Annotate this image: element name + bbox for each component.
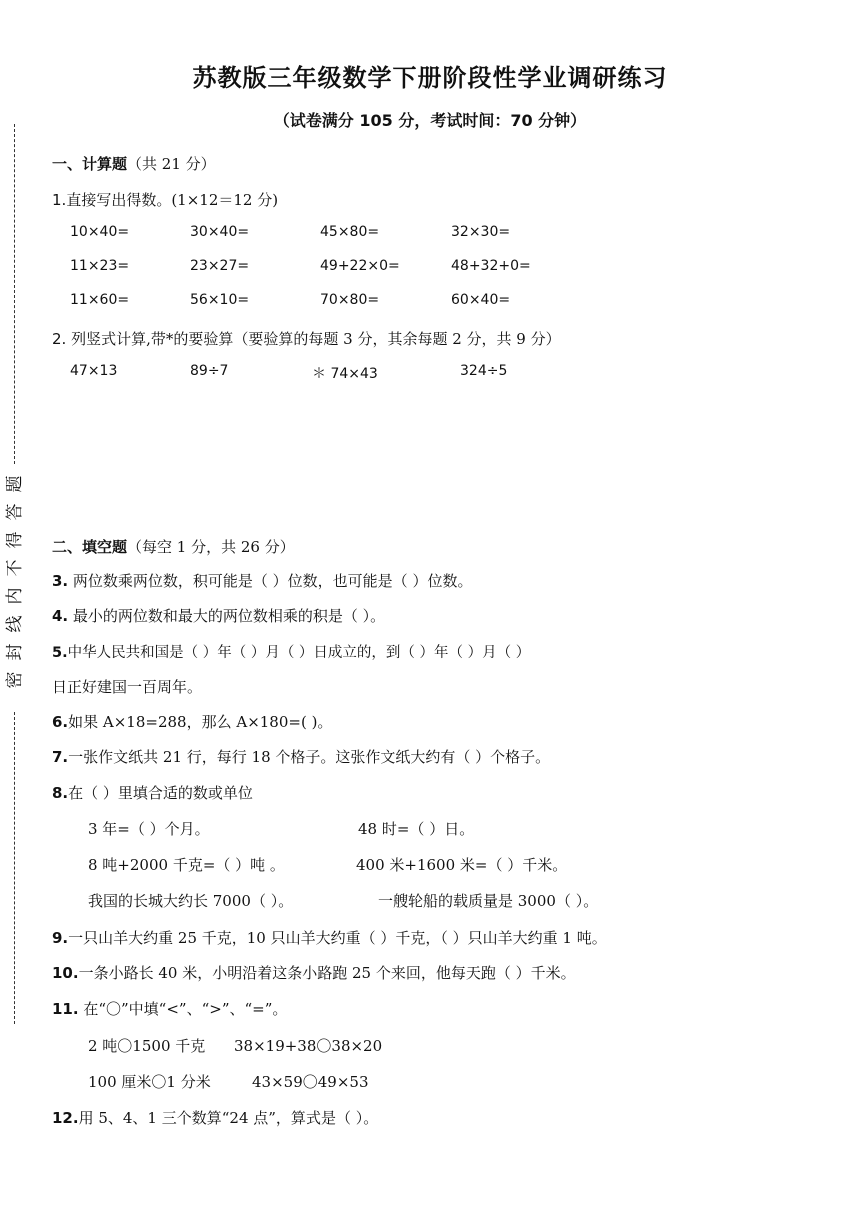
question-text: 列竖式计算,带*的要验算（要验算的每题 3 分，其余每题 2 分，共 9 分） [71,330,561,348]
compare-item: 100 厘米〇1 分米 [88,1073,211,1091]
section-heading-fill-in [52,536,295,557]
question-number: 11. [52,1000,79,1018]
question-5-continued [52,676,202,697]
calc-item: 11×23= [70,258,130,274]
margin-char: 不 [5,559,25,577]
section-heading-calculation [52,153,216,174]
binding-line-bottom [14,712,15,1024]
unit-item: 400 米+1600 米=（ ）千米。 [356,856,568,874]
margin-char: 题 [5,475,25,493]
binding-margin-text [6,470,24,694]
question-text: 中华人民共和国是（ ）年（ ）月（ ）日成立的，到（ ）年（ ）月（ ） [67,645,531,661]
vertical-calc-item: 89÷7 [190,363,229,379]
binding-line-top [14,124,15,464]
margin-char: 封 [5,643,25,661]
calc-item: 23×27= [190,258,250,274]
question-7 [52,746,550,767]
section-note: （每空 1 分，共 26 分） [127,538,295,556]
question-number: 10. [52,964,79,982]
question-text: 两位数乘两位数，积可能是（ ）位数，也可能是（ ）位数。 [68,572,473,590]
question-number: 4. [52,607,69,625]
calc-item: 10×40= [70,224,130,240]
margin-char: 得 [5,531,25,549]
question-number: 7. [52,748,69,766]
compare-item: 2 吨〇1500 千克 [88,1037,206,1055]
margin-char: 密 [5,671,25,689]
calc-item: 30×40= [190,224,250,240]
calc-item: 11×60= [70,292,130,308]
calc-item: 70×80= [320,292,380,308]
question-10 [52,962,576,983]
question-text: 在（ ）里填合适的数或单位 [68,784,253,802]
question-2 [52,328,561,349]
page-subtitle: （试卷满分 105 分，考试时间：70 分钟） [273,111,587,130]
question-4 [52,605,385,626]
question-number: 6. [52,713,69,731]
calc-item: 45×80= [320,224,380,240]
question-text: 一条小路长 40 米，小明沿着这条小路跑 25 个来回，他每天跑（ ）千米。 [78,964,576,982]
calc-item: 56×10= [190,292,250,308]
question-3 [52,570,472,591]
question-number: 5. [52,645,68,661]
question-number: 2. [52,330,67,348]
compare-item: 38×19+38〇38×20 [234,1037,383,1055]
vertical-calc-item: ＊ 74×43 [312,366,378,382]
calc-item: 48+32+0= [451,258,531,274]
question-text: 日正好建国一百周年。 [52,678,203,696]
margin-char: 答 [5,503,25,521]
question-11 [52,998,287,1019]
question-6 [52,711,332,732]
question-number: 1. [52,191,67,209]
margin-char: 内 [5,587,25,605]
question-text: 最小的两位数和最大的两位数相乘的积是（ ）。 [68,607,386,625]
vertical-calc-item: 324÷5 [460,363,508,379]
question-9 [52,927,607,948]
unit-item: 3 年=（ ）个月。 [88,820,210,838]
question-number: 8. [52,784,69,802]
question-number: 3. [52,572,69,590]
question-number: 9. [52,929,69,947]
question-number: 12. [52,1109,79,1127]
unit-item: 我国的长城大约长 7000（ ）。 [88,892,294,910]
question-5 [52,641,530,662]
question-text: 一张作文纸共 21 行，每行 18 个格子。这张作文纸大约有（ ）个格子。 [68,748,551,766]
question-12 [52,1107,378,1128]
page-title: 苏教版三年级数学下册阶段性学业调研练习 [192,64,668,92]
compare-item: 43×59〇49×53 [252,1073,369,1091]
question-8 [52,782,253,803]
question-text: 如果 A×18=288，那么 A×180=( )。 [68,713,333,731]
unit-item: 48 时=（ ）日。 [358,820,475,838]
section-title: 一、计算题 [52,155,128,173]
unit-item: 8 吨+2000 千克=（ ）吨 。 [88,856,285,874]
question-text: 一只山羊大约重 25 千克，10 只山羊大约重（ ）千克，（ ）只山羊大约重 1 吨。 [68,929,607,947]
question-text: 直接写出得数。(1×12＝12 分) [66,191,279,209]
question-text: 在“〇”中填“<”、“>”、“=”。 [78,1000,288,1018]
unit-item: 一艘轮船的载质量是 3000（ ）。 [378,892,599,910]
question-text: 用 5、4、1 三个数算“24 点”，算式是（ ）。 [78,1109,379,1127]
calc-item: 60×40= [451,292,511,308]
margin-char: 线 [5,615,25,633]
calc-item: 32×30= [451,224,511,240]
section-note: （共 21 分） [127,155,216,173]
calc-item: 49+22×0= [320,258,400,274]
section-title: 二、填空题 [52,538,128,556]
question-1 [52,189,278,210]
vertical-calc-item: 47×13 [70,363,118,379]
